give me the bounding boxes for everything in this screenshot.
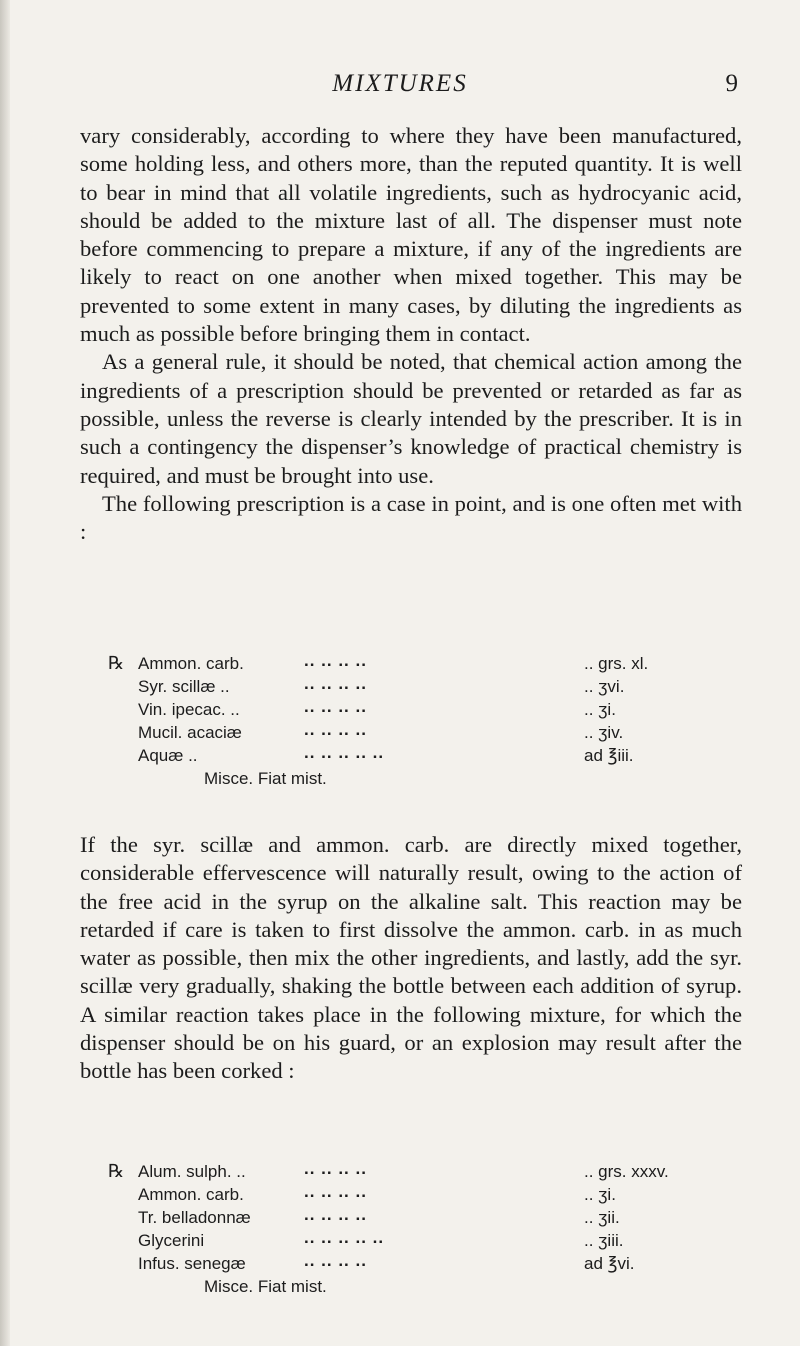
quantity: .. ʒvi. [584, 677, 625, 696]
text-block-top [80, 122, 742, 546]
ingredient: Aquæ .. [138, 746, 198, 765]
dot-leader: .. .. .. .. [304, 1205, 367, 1224]
ingredient: Ammon. carb. [138, 1185, 244, 1204]
prescription-2 [108, 1160, 688, 1298]
quantity: ad ℥iii. [584, 746, 634, 765]
ingredient: Ammon. carb. [138, 654, 244, 673]
quantity: .. ʒii. [584, 1208, 620, 1227]
quantity: .. ʒi. [584, 1185, 616, 1204]
dot-leader: .. .. .. .. [304, 1251, 367, 1270]
prescription-row [108, 1252, 688, 1275]
ingredient: Tr. belladonnæ [138, 1208, 251, 1227]
quantity: .. ʒiv. [584, 723, 624, 742]
ingredient: Alum. sulph. .. [138, 1162, 246, 1181]
prescription-directions: Misce. Fiat mist. [204, 769, 327, 788]
dot-leader: .. .. .. .. [304, 1159, 367, 1178]
quantity: .. ʒi. [584, 700, 616, 719]
dot-leader: .. .. .. .. [304, 697, 367, 716]
quantity: .. ʒiii. [584, 1231, 624, 1250]
quantity: .. grs. xl. [584, 654, 649, 673]
paragraph-4: If the syr. scillæ and ammon. carb. are directly mixed together, considerable effervescence will naturally result, owing to the action of the free acid in the syrup on the alkaline salt. This reaction may be retarded if care is taken to first dissolve the ammon. carb. in as much water as possible, then mix the other ingredients, and lastly, add the syr. scillæ very gradually, shaking the bottle between each addition of syrup. A similar reaction takes place in the following mixture, for which the dispenser should be on his guard, or an explosion may result after the bottle has been corked : [80, 832, 742, 1084]
dot-leader: .. .. .. .. [304, 674, 367, 693]
dot-leader: .. .. .. .. [304, 651, 367, 670]
ingredient: Syr. scillæ .. [138, 677, 230, 696]
prescription-row [108, 744, 688, 767]
ingredient: Mucil. acaciæ [138, 723, 242, 742]
recipe-symbol: ℞ [108, 1161, 125, 1182]
paragraph-1: vary considerably, according to where they have been manufactured, some holding less, and others more, than the reputed quantity. It is well to bear in mind that all volatile ingredients, such as hydrocyanic acid, should be added to the mixture last of all. The dispenser must note before commencing to prepare a mixture, if any of the ingredients are likely to react on one another when mixed together. This may be prevented to some extent in many cases, by diluting the ingredients as much as possible before bringing them in contact. [80, 123, 742, 347]
quantity: ad ℥vi. [584, 1254, 635, 1273]
dot-leader: .. .. .. .. .. [304, 1228, 385, 1247]
paragraph-2: As a general rule, it should be noted, that chemical action among the ingredients of a prescription should be prevented or retarded as far as possible, unless the reverse is clearly intended by the prescriber. It is in such a contingency the dispenser’s knowledge of practical chemistry is required, and must be brought into use. [80, 349, 742, 488]
ingredient: Glycerini [138, 1231, 205, 1250]
page-title: MIXTURES [332, 70, 468, 97]
prescription-1 [108, 652, 688, 790]
dot-leader: .. .. .. .. [304, 1182, 367, 1201]
prescription-directions: Misce. Fiat mist. [204, 1277, 327, 1296]
page-number: 9 [725, 70, 738, 97]
recipe-symbol: ℞ [108, 653, 125, 674]
dot-leader: .. .. .. .. [304, 720, 367, 739]
running-head [0, 68, 800, 104]
paragraph-3: The following prescription is a case in point, and is one often met with : [80, 490, 742, 545]
dot-leader: .. .. .. .. .. [304, 743, 385, 762]
ingredient: Infus. senegæ [138, 1254, 246, 1273]
quantity: .. grs. xxxv. [584, 1162, 669, 1181]
page-edge [0, 0, 10, 1346]
ingredient: Vin. ipecac. .. [138, 700, 240, 719]
text-block-bottom [80, 831, 742, 1086]
